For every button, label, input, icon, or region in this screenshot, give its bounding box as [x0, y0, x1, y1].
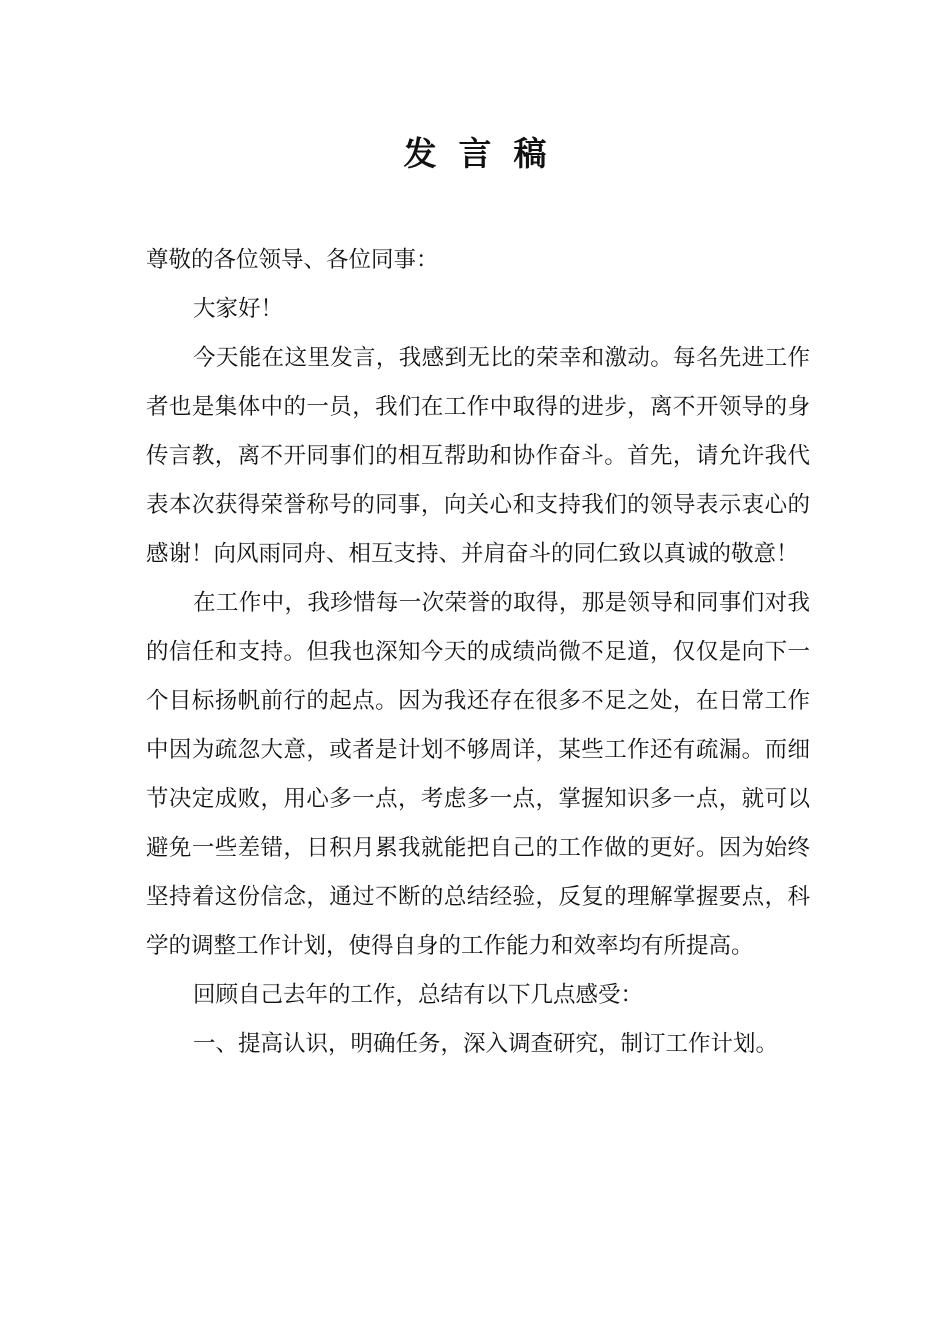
paragraph-review: 回顾自己去年的工作，总结有以下几点感受： — [193, 982, 644, 1008]
document-title: 发言稿 — [403, 134, 569, 174]
paragraph-work-reflection: 在工作中，我珍惜每一次荣誉的取得，那是领导和同事们对我的信任和支持。但我也深知今天的成绩尚微不足道，仅仅是向下一个目标扬帆前行的起点。因为我还存在很多不足之处，在日常工作中因为疏忽大意，或者是计划不够周详，某些工作还有疏漏。而细节决定成败，用心多一点，考虑多一点，掌握知识多一点，就可以避免一些差错，日积月累我就能把自己的工作做的更好。因为始终坚持着这份信念，通过不断的总结经验，反复的理解掌握要点，科学的调整工作计划，使得自身的工作能力和效率均有所提高。 — [146, 590, 810, 959]
paragraph-intro: 今天能在这里发言，我感到无比的荣幸和激动。每名先进工作者也是集体中的一员，我们在工作中取得的进步，离不开领导的身传言教，离不开同事们的相互帮助和协作奋斗。首先，请允许我代表本次获得荣誉称号的同事，向关心和支持我们的领导表示衷心的感谢！向风雨同舟、相互支持、并肩奋斗的同仁致以真诚的敬意！ — [146, 345, 810, 567]
paragraph-greeting: 大家好！ — [193, 296, 284, 322]
paragraph-point-one: 一、提高认识，明确任务，深入调查研究，制订工作计划。 — [193, 1031, 779, 1057]
salutation: 尊敬的各位领导、各位同事： — [146, 247, 439, 273]
document-body — [146, 236, 810, 1069]
